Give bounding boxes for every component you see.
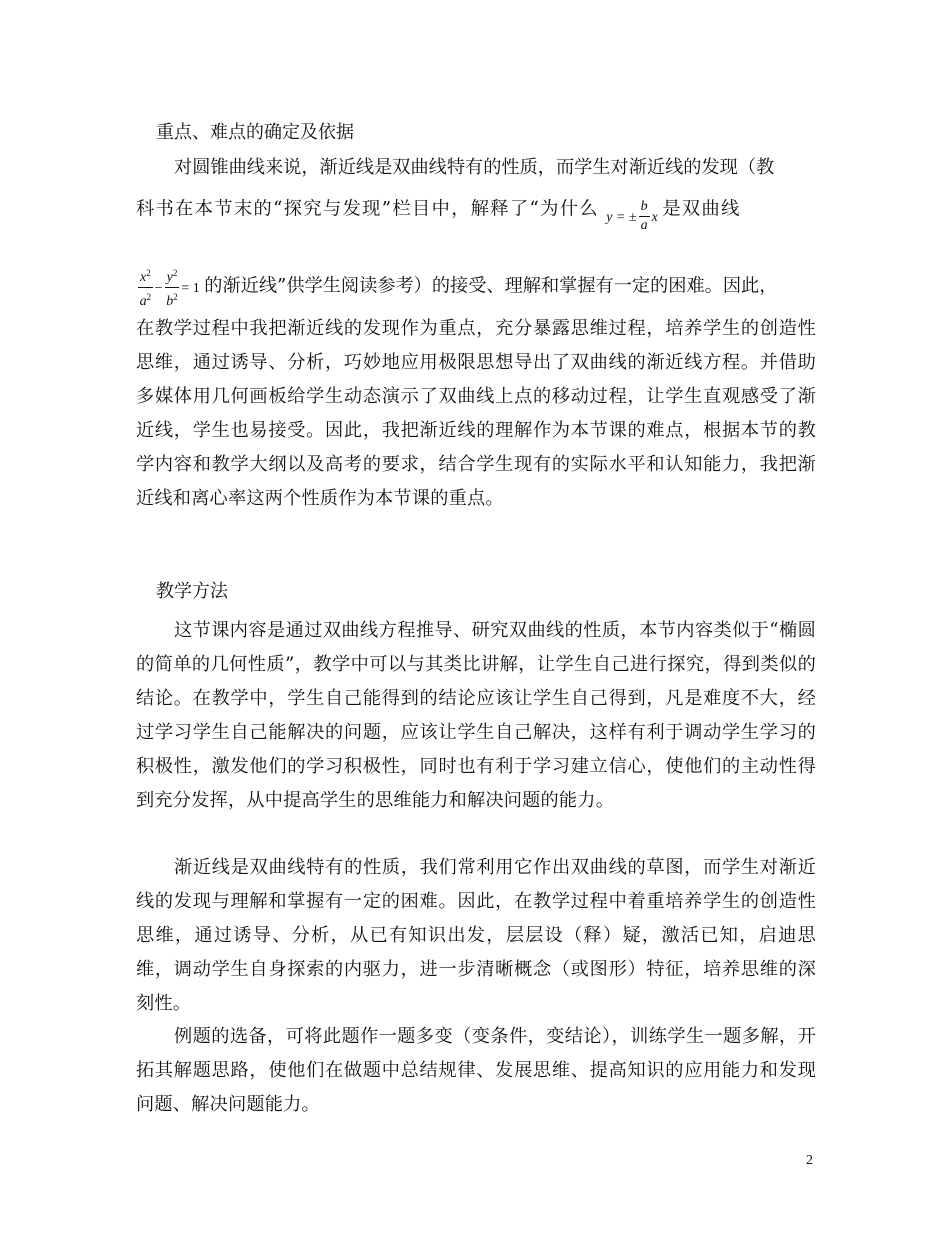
paragraph-1-line-1: 对圆锥曲线来说，渐近线是双曲线特有的性质，而学生对渐近线的发现（教 — [174, 157, 775, 178]
equation-b: b — [166, 294, 174, 309]
asymptote-lhs: y = ± — [606, 209, 637, 225]
paragraph-1-rest: 在教学过程中我把渐近线的发现作为重点，充分暴露思维过程，培养学生的创造性思维，通过诱导、分析，巧妙地应用极限思想导出了双曲线的渐近线方程。并借助多媒体用几何画板给学生动态演示了双曲线上点的移动过程，让学生直观感受了渐近线，学生也易接受。因此，我把渐近线的理解作为本节课的难点，根据本节的教学内容和教学大纲以及高考的要求，结合学生现有的实际水平和认知能力，我把渐近线和离心率这两个性质作为本节课的重点。 — [136, 318, 816, 509]
equation-rhs: = 1 — [181, 280, 200, 296]
asymptote-denominator: a — [640, 218, 648, 233]
paragraph-1-line-3-text: 的渐近线”供学生阅读参考）的接受、理解和掌握有一定的困难。因此， — [204, 275, 778, 297]
equation-y-exp: 2 — [172, 268, 178, 278]
equation-x-exp: 2 — [146, 268, 151, 278]
equation-b-exp: 2 — [173, 292, 178, 302]
page-number: 2 — [806, 1153, 813, 1168]
equation-a: a — [139, 294, 147, 309]
equation-a-exp: 2 — [146, 292, 152, 302]
section-heading-teaching-method: 教学方法 — [156, 581, 228, 602]
equation-fraction-x — [138, 264, 153, 311]
equation-minus: − — [154, 280, 163, 296]
paragraph-3: 渐近线是双曲线特有的性质，我们常利用它作出双曲线的草图，而学生对渐近线的发现与理解和掌握有一定的困难。因此，在教学过程中着重培养学生的创造性思维，通过诱导、分析，从已有知识出发，层层设（释）疑，激活已知，启迪思维，调动学生自身探索的内驱力，进一步清晰概念（或图形）特征，培养思维的深刻性。 — [136, 857, 816, 1014]
hyperbola-equation — [136, 268, 204, 309]
equation-y: y — [166, 270, 173, 285]
paragraph-2: 这节课内容是通过双曲线方程推导、研究双曲线的性质，本节内容类似于“椭圆的简单的几何性质”，教学中可以与其类比讲解，让学生自己进行探究，得到类似的结论。在教学中，学生自己能得到的结论应该让学生自己得到，凡是难度不大，经过学习学生自己能解决的问题，应该让学生自己解决，这样有利于调动学生学习的积极性，激发他们的学习积极性，同时也有利于学习建立信心，使他们的主动性得到充分发挥，从中提高学生的思维能力和解决问题的能力。 — [136, 620, 816, 811]
asymptote-variable: x — [651, 209, 658, 225]
paragraph-1-line-2 — [136, 192, 741, 233]
section-heading-key-points: 重点、难点的确定及依据 — [156, 122, 354, 143]
asymptote-formula — [606, 199, 662, 233]
equation-fraction-y — [165, 264, 180, 311]
asymptote-numerator: b — [640, 199, 648, 214]
paragraph-4: 例题的选备，可将此题作一题多变（变条件，变结论），训练学生一题多解，开拓其解题思路，使他们在做题中总结规律、发展思维、提高知识的应用能力和发现问题、解决问题能力。 — [136, 1026, 816, 1115]
asymptote-fraction — [639, 198, 650, 235]
equation-x: x — [140, 270, 147, 285]
paragraph-1-line-3 — [136, 264, 777, 311]
paragraph-1-line-2-text: 科书在本节末的“探究与发现”栏目中，解释了“为什么 — [136, 198, 600, 220]
paragraph-1-line-2-end: 是双曲线 — [662, 198, 741, 220]
